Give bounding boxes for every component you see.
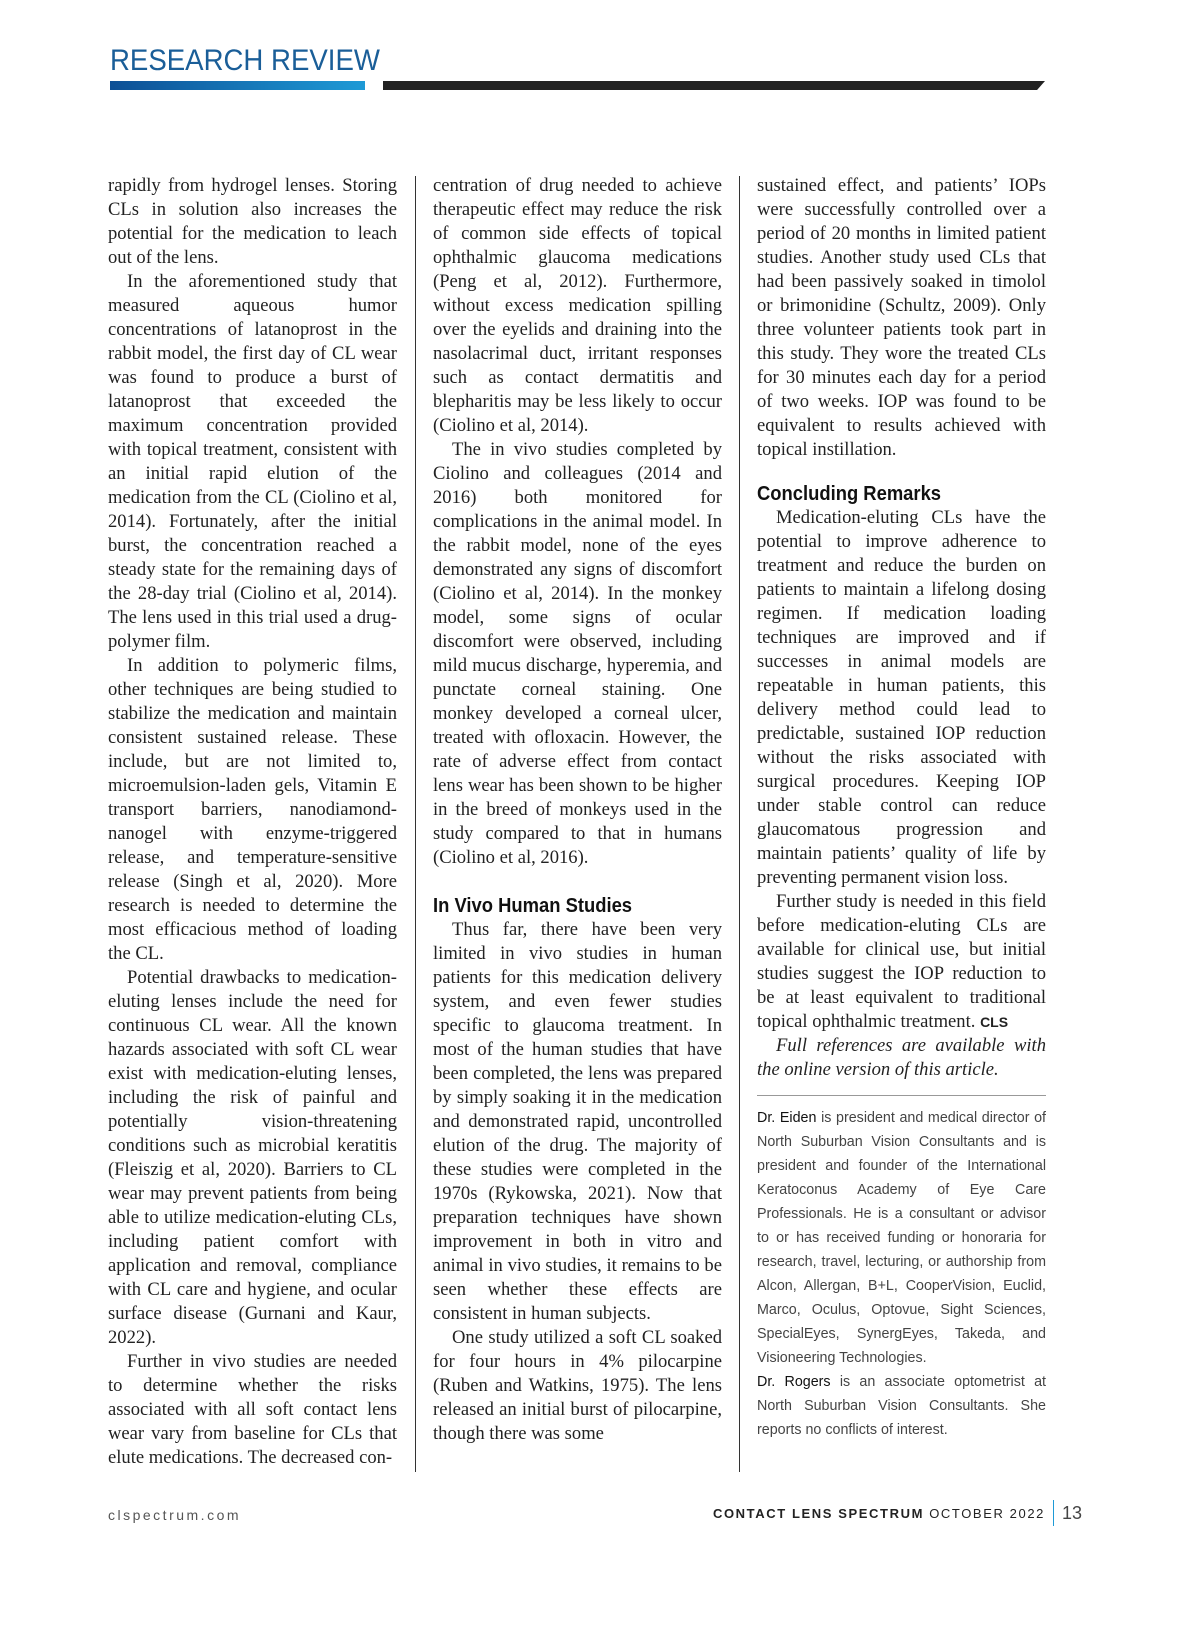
section-heading: In Vivo Human Studies [433, 895, 633, 917]
issue-date: OCTOBER 2022 [929, 1506, 1045, 1521]
end-mark: CLS [980, 1014, 1009, 1030]
section-title: RESEARCH REVIEW [110, 44, 380, 77]
bio-text: is an associate optometrist at North Suburban Vision Consultants. She reports no conflicts of interest. [757, 1374, 1046, 1438]
author-bio [757, 1106, 1046, 1370]
column-divider [739, 176, 740, 1472]
paragraph: In the aforementioned study that measured aqueous humor concentrations of latanoprost in the rabbit model, the first day of CL wear was found to produce a burst of latanoprost that exceeded the maximum concentration provided with topical treatment, consistent with an initial rapid elution of the medication from the CL (Ciolino et al, 2014). Fortunately, after the initial burst, the concentration reached a steady state for the remaining days of the 28-day trial (Ciolino et al, 2014). The lens used in this trial used a drug-polymer film. [108, 271, 397, 652]
paragraph: Thus far, there have been very limited in vivo studies in human patients for this medication delivery system, and even fewer studies specific to glaucoma treatment. In most of the human studies that have been completed, the lens was prepared by simply soaking it in the medication and demonstrated rapid, uncontrolled elution of the drug. The majority of these studies were completed in the 1970s (Rykowska, 2021). Now that preparation techniques have shown improvement in both in vitro and animal in vivo studies, it remains to be seen whether these effects are consistent in human subjects. [433, 919, 722, 1324]
references-note: Full references are available with the online version of this article. [757, 1035, 1046, 1080]
paragraph-text: Further study is needed in this field before medication-eluting CLs are available for clinical use, but initial studies suggest the IOP reduction to be at least equivalent to traditional topical ophthalmic treatment. [757, 891, 1046, 1032]
article-column-3 [757, 174, 1046, 1442]
magazine-name: CONTACT LENS SPECTRUM [712, 1506, 924, 1521]
website-url: clspectrum.com [108, 1507, 242, 1523]
paragraph: Further in vivo studies are needed to determine whether the risks associated with all soft contact lens wear vary from baseline for CLs that elute medications. The decreased con- [108, 1351, 397, 1468]
paragraph: rapidly from hydrogel lenses. Storing CLs in solution also increases the potential for the medication to leach out of the lens. [108, 175, 397, 268]
bio-text: is president and medical director of North Suburban Vision Consultants and is president and founder of the International Keratoconus Academy of Eye Care Professionals. He is a consultant or advisor to or has received funding or honoraria for research, travel, lecturing, or authorship from Alcon, Allergan, B+L, CooperVision, Euclid, Marco, Oculus, Optovue, Sight Sciences, SpecialEyes, SynergEyes, Takeda, and Visioneering Technologies. [757, 1110, 1046, 1366]
paragraph [757, 890, 1046, 1034]
footer-divider [1053, 1500, 1054, 1526]
paragraph: centration of drug needed to achieve therapeutic effect may reduce the risk of common side effects of topical ophthalmic glaucoma medications (Peng et al, 2012). Furthermore, without excess medication spilling over the eyelids and draining into the nasolacrimal duct, irritant responses such as contact dermatitis and blepharitis may be less likely to occur (Ciolino et al, 2014). [433, 175, 722, 436]
paragraph: The in vivo studies completed by Ciolino and colleagues (2014 and 2016) both monitored for complications in the animal model. In the rabbit model, none of the eyes demonstrated any signs of discomfort (Ciolino et al, 2014). In the monkey model, some signs of ocular discomfort were observed, including mild mucus discharge, hyperemia, and punctate corneal staining. One monkey developed a corneal ulcer, treated with ofloxacin. However, the rate of adverse effect from contact lens wear has been shown to be higher in the breed of monkeys used in the study compared to that in humans (Ciolino et al, 2016). [433, 439, 722, 868]
page-number: 13 [1062, 1503, 1083, 1523]
paragraph: Potential drawbacks to medication-eluting lenses include the need for continuous CL wear. All the known hazards associated with soft CL wear exist with medication-eluting lenses, including the risk of painful and potentially vision-threatening conditions such as microbial keratitis (Fleiszig et al, 2020). Barriers to CL wear may prevent patients from being able to utilize medication-eluting CLs, including patient comfort with application and removal, compliance with CL care and hygiene, and ocular surface disease (Gurnani and Kaur, 2022). [108, 967, 397, 1348]
article-column-2 [433, 174, 722, 1446]
article-column-1 [108, 174, 397, 1470]
header-accent-bar [110, 81, 365, 90]
bio-divider [757, 1095, 1046, 1096]
paragraph: In addition to polymeric films, other techniques are being studied to stabilize the medication and maintain consistent sustained release. These include, but are not limited to, microemulsion-laden gels, Vitamin E transport barriers, nanodiamond-nanogel with enzyme-triggered release, and temperature-sensitive release (Singh et al, 2020). More research is needed to determine the most efficacious method of loading the CL. [108, 655, 397, 964]
column-divider [415, 176, 416, 1472]
header-rule [383, 81, 1045, 90]
paragraph: One study utilized a soft CL soaked for four hours in 4% pilocarpine (Ruben and Watkins, 1975). The lens released an initial burst of pilocarpine, though there was some [433, 1327, 722, 1444]
section-heading: Concluding Remarks [757, 483, 942, 505]
issue-info [713, 1506, 1045, 1521]
author-bio [757, 1370, 1046, 1442]
author-name: Dr. Eiden [757, 1110, 817, 1126]
paragraph: Medication-eluting CLs have the potential to improve adherence to treatment and reduce the burden on patients to maintain a lifelong dosing regimen. If medication loading techniques are improved and if successes in animal models are repeatable in human patients, this delivery method could lead to predictable, sustained IOP reduction without the risks associated with surgical procedures. Keeping IOP under stable control can reduce glaucomatous progression and maintain patients’ quality of life by preventing permanent vision loss. [757, 507, 1046, 888]
paragraph: sustained effect, and patients’ IOPs were successfully controlled over a period of 20 months in limited patient studies. Another study used CLs that had been passively soaked in timolol or brimonidine (Schultz, 2009). Only three volunteer patients took part in this study. They wore the treated CLs for 30 minutes each day for a period of two weeks. IOP was found to be equivalent to results achieved with topical instillation. [757, 175, 1046, 460]
author-name: Dr. Rogers [757, 1374, 831, 1390]
